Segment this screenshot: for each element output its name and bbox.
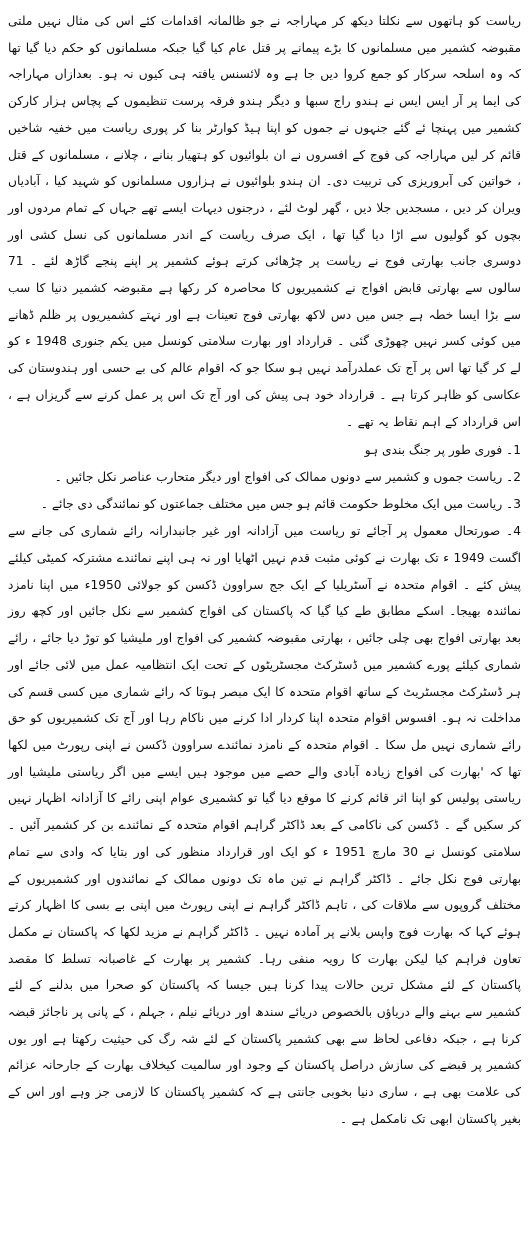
- resolution-point-3: 3۔ ریاست میں ایک مخلوط حکومت قائم ہو جس میں مختلف جماعتوں کو نمائندگی دی جائے ۔: [40, 496, 521, 511]
- intro-paragraph: ریاست کو ہاتھوں سے نکلتا دیکھ کر مہاراجہ نے جو ظالمانہ اقدامات کئے اس کی مثال نہیں ملتی مقبوضہ کشمیر میں مسلمانوں کا بڑے پیمانے پر قتل عام کیا گیا جبکہ مسلمانوں کو حکم دیا گیا تھا کہ وہ اسلحہ سرکار کو جمع کروا دیں جا ہے وہ لائسنس یافتہ ہی کیوں نہ ہو۔ بعدازاں مہاراجہ کی ایما پر آر ایس ایس نے ہندو راج سبھا و دیگر ہندو فرقہ پرست تنظیموں کے پچاس ہزار کارکن کشمیر میں پہنچا ئے گئے جنہوں نے جموں کو اپنا ہیڈ کوارٹر بنا کر پوری ریاست میں خفیہ شاخیں قائم کر لیں مہاراجہ کی فوج کے افسروں نے ان بلوائیوں کو ہتھیار بنانے ، چلانے ، مسلمانوں کے قتل ، خواتین کی آبروریزی کی تربیت دی۔ ان ہندو بلوائیوں نے ہزاروں مسلمانوں کو شہید کیا ، آبادیاں ویران کر دیں ، مسجدیں جلا دیں ، گھر لوٹ لئے ، درجنوں دیہات ایسے تھے جہاں کے تمام مردوں اور بچوں کو گولیوں سے اڑا دیا گیا تھا ، ایک صرف ریاست کے اندر مسلمانوں کی نسل کشی اور دوسری جانب بھارتی فوج نے ریاست پر چڑھائی کرتے ہوئے کشمیر پر اپنے پنجے گاڑھ لئے ۔ 71 سالوں سے بھارتی قابض افواج نے کشمیریوں کا محاصرہ کر رکھا ہے مقبوضہ کشمیر دنیا کا سب سے بڑا ایسا خطہ ہے جس میں دس لاکھ بھارتی فوج تعینات ہے اور نہتے کشمیریوں پر ظلم ڈھانے میں کوئی کسر نہیں چھوڑی گئی ۔ قرارداد اور بھارت سلامتی کونسل میں یکم جنوری 1948 ء کو لے کر گیا تھا اس پر آج تک عملدرآمد نہیں ہو سکا جو کہ اقوام عالم کی بے حسی اور ہندوستان کی عکاسی کو ظاہر کرتا ہے ۔ قرارداد خود ہی پیش کی اور آج تک اس پر عمل کرنے سے گریزاں ہے ، اس قرارداد کے اہم نقاط یہ تھے ۔: [8, 14, 521, 429]
- resolution-point-2: 2۔ ریاست جموں و کشمیر سے دونوں ممالک کی افواج اور دیگر متحارب عناصر نکل جائیں ۔: [54, 469, 521, 484]
- resolution-point-1: 1۔ فوری طور پر جنگ بندی ہو: [364, 443, 521, 458]
- resolution-point-4-paragraph: 4۔ صورتحال معمول پر آجائے تو ریاست میں آزادانہ اور غیر جانبدارانہ رائے شماری کی جانے سے اگست 1949 ء تک بھارت نے کوئی مثبت قدم نہیں اٹھایا اور نہ ہی اپنے نمائندے مشترکہ کمیٹی کیلئے پیش کئے ۔ اقوام متحدہ نے آسٹریلیا کے ایک جج سراوون ڈکسن کو جولائی 1950ء میں اپنا نامزد نمائندہ بھیجا۔ اسکے مطابق طے کیا گیا کہ پاکستان کی افواج کشمیر سے نکل جائیں اور کچھ روز بعد بھارتی افواج بھی چلی جائیں ، بھارتی مقبوضہ کشمیر کی افواج اور ملیشیا کو توڑ دیا جائے ، رائے شماری کیلئے پورے کشمیر میں ڈسٹرکٹ مجسٹریٹوں کے تحت ایک انتظامیہ عمل میں لائی جائے اور ہر ڈسٹرکٹ مجسٹریٹ کے ساتھ اقوام متحدہ کا ایک مبصر ہوتا کہ رائے شماری میں کسی قسم کی مداخلت نہ ہو۔ افسوس اقوام متحدہ اپنا کردار ادا کرنے میں ناکام رہا اور آج تک کشمیریوں کو حق رائے شماری نہیں مل سکا ۔ اقوام متحدہ کے نامزد نمائندے سراوون ڈکسن نے اپنی رپورٹ میں لکھا تھا کہ 'بھارت کی افواج زیادہ آبادی والے حصے میں موجود ہیں ایسے میں اگر ریاستی ملیشیا اور ریاستی پولیس کو اپنا اثر قائم کرنے کا موقع دیا گیا تو کشمیری عوام اپنی رائے کا آزادانہ اظہار نہیں کر سکیں گے ۔ ڈکسن کی ناکامی کے بعد ڈاکٹر گراہم اقوام متحدہ کے نمائندے بن کر کشمیر آئیں ۔ سلامتی کونسل نے 30 مارچ 1951 ء کو ایک اور قرارداد منظور کی اور بتایا کہ وادی سے تمام بھارتی فوج نکل جائے ۔ ڈاکٹر گراہم نے تین ماہ تک دونوں ممالک کے نمائندوں اور کشمیریوں کے مختلف گروپوں سے ملاقات کی ، تاہم ڈاکٹر گراہم نے اپنی رپورٹ میں اپنی بے بسی کا اظہار کرتے ہوئے کہا کہ بھارت فوج واپس بلانے پر آمادہ نہیں ۔ ڈاکٹر گراہم نے مزید لکھا کہ پاکستان نے مکمل تعاون فراہم کیا لیکن بھارت کا رویہ منفی رہا۔ کشمیر پر بھارت کے غاصبانہ تسلط کا مقصد پاکستان کے لئے مشکل ترین حالات پیدا کرنا ہیں جیسا کہ پاکستان کو صحرا میں بدلنے کے لئے کشمیر سے بہنے والے دریاؤں بالخصوص دریائے سندھ اور دریائے نیلم ، جہلم ، کے پانی پر ناجائز قبضہ کرنا ہے ، جبکہ دفاعی لحاظ سے بھی کشمیر پاکستان کے لئے شہ رگ کی حیثیت رکھتا ہے اور یوں کشمیر پر قبضے کی سازش دراصل پاکستان کے وجود اور سالمیت کیخلاف بھارت کے جارحانہ عزائم کی علامت بھی ہے ، ساری دنیا بخوبی جانتی ہے کہ کشمیر پاکستان کا لازمی جز وہے اور اس کے بغیر پاکستان ابھی تک نامکمل ہے ۔: [8, 524, 522, 1126]
